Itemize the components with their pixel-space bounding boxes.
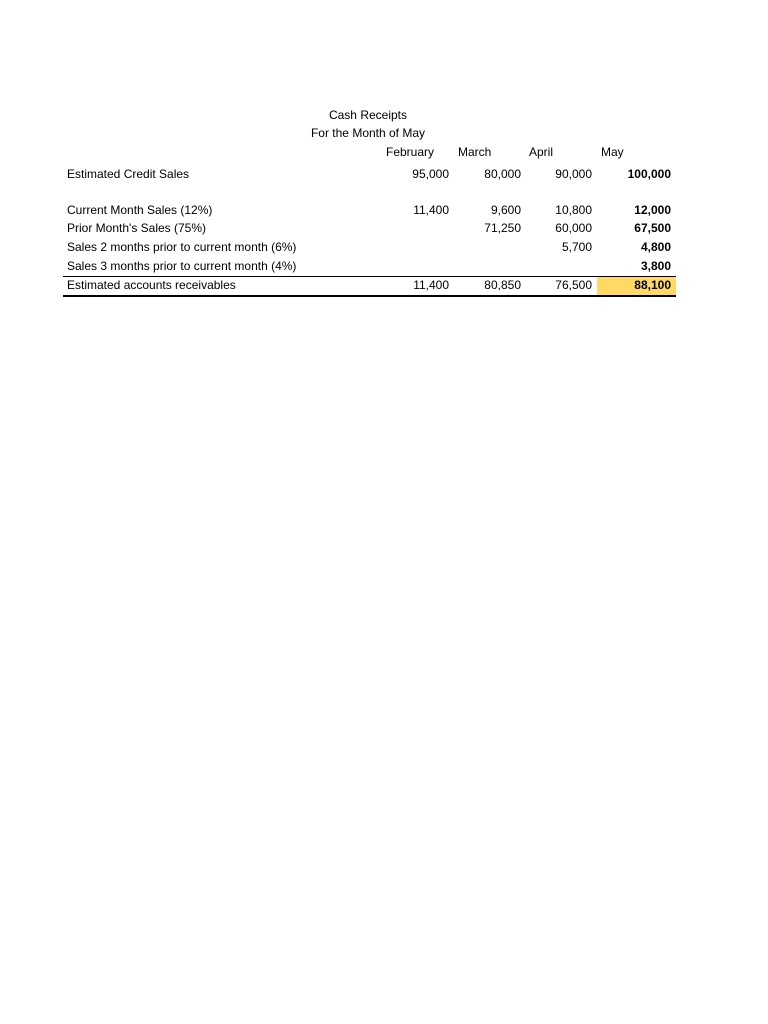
report-title: Cash Receipts [328, 108, 408, 122]
report-subtitle: For the Month of May [310, 126, 426, 140]
cell-three-months-prior-may: 3,800 [640, 259, 671, 273]
cell-receivables-may: 88,100 [634, 278, 671, 292]
month-header-february: February [386, 145, 435, 159]
row-label-prior-month-sales: Prior Month's Sales (75%) [67, 221, 207, 235]
month-header-march: March [458, 145, 492, 159]
cell-two-months-prior-april: 5,700 [561, 240, 592, 254]
total-row-bottom-border [63, 295, 676, 297]
cell-receivables-february: 11,400 [413, 278, 449, 292]
cell-receivables-april: 76,500 [555, 278, 592, 292]
cell-current-month-may: 12,000 [634, 203, 671, 217]
cell-credit-sales-february: 95,000 [412, 167, 449, 181]
cell-current-month-march: 9,600 [490, 203, 521, 217]
cell-credit-sales-may: 100,000 [627, 167, 671, 181]
cell-prior-month-march: 71,250 [484, 221, 521, 235]
cell-credit-sales-april: 90,000 [555, 167, 592, 181]
cell-current-month-april: 10,800 [555, 203, 592, 217]
row-label-estimated-credit-sales: Estimated Credit Sales [67, 167, 190, 181]
row-label-two-months-prior: Sales 2 months prior to current month (6%) [67, 240, 297, 254]
cell-credit-sales-march: 80,000 [484, 167, 521, 181]
month-header-april: April [529, 145, 554, 159]
row-label-current-month-sales: Current Month Sales (12%) [67, 203, 213, 217]
cell-two-months-prior-may: 4,800 [640, 240, 671, 254]
cell-prior-month-april: 60,000 [555, 221, 592, 235]
cell-prior-month-may: 67,500 [634, 221, 671, 235]
month-header-may: May [601, 145, 624, 159]
cell-receivables-march: 80,850 [484, 278, 521, 292]
cell-current-month-february: 11,400 [413, 203, 449, 217]
row-label-estimated-accounts-receivables: Estimated accounts receivables [67, 278, 236, 292]
row-label-three-months-prior: Sales 3 months prior to current month (4%) [67, 259, 297, 273]
